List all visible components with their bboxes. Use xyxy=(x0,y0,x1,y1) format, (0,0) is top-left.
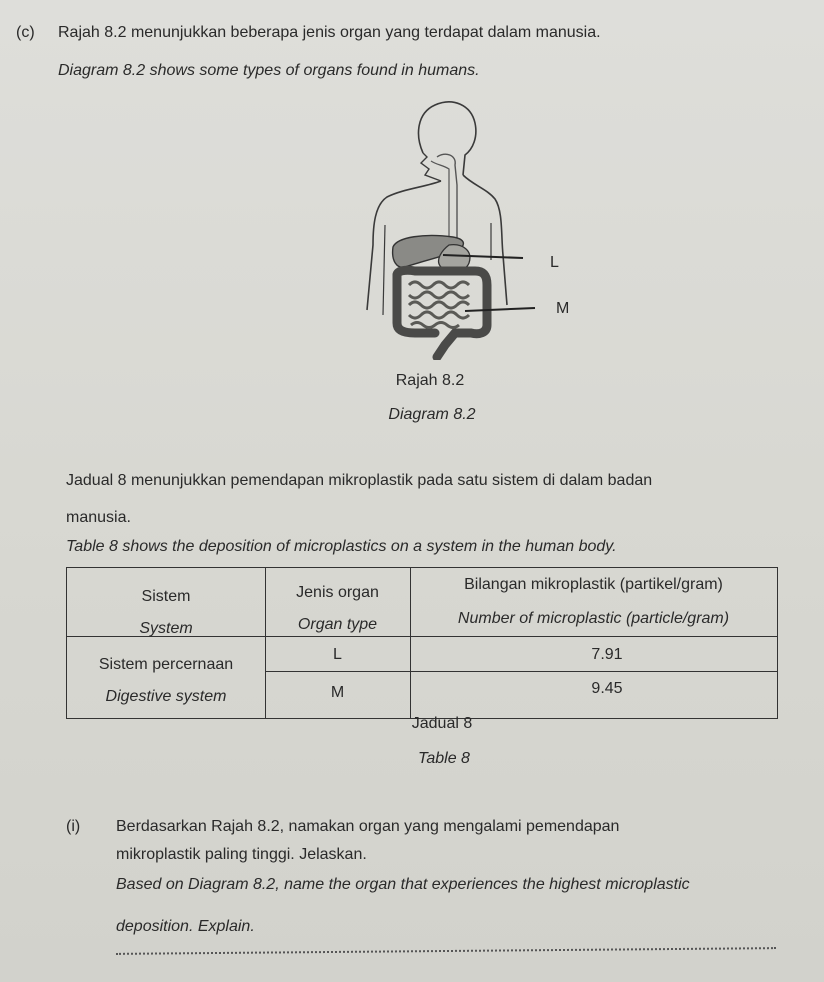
question-label: (c) xyxy=(16,24,35,41)
table-intro-malay-line2: manusia. xyxy=(66,509,131,526)
system-english-cell: Digestive system xyxy=(105,688,227,705)
subquestion-malay-line1: Berdasarkan Rajah 8.2, namakan organ yang mengalami pemendapan xyxy=(116,818,620,835)
table-caption-english: Table 8 xyxy=(418,750,470,767)
diagram-label-m: M xyxy=(556,300,570,317)
header-system-malay: Sistem xyxy=(141,588,191,605)
question-text-malay: Rajah 8.2 menunjukkan beberapa jenis organ yang terdapat dalam manusia. xyxy=(58,24,601,41)
diagram-label-l: L xyxy=(550,254,559,271)
answer-line[interactable] xyxy=(116,947,776,955)
subquestion-label: (i) xyxy=(66,818,81,835)
table-intro-malay-line1: Jadual 8 menunjukkan pemendapan mikroplastik pada satu sistem di dalam badan xyxy=(66,472,653,489)
system-malay-cell: Sistem percernaan xyxy=(98,656,234,673)
table-intro-english: Table 8 shows the deposition of microplastics on a system in the human body. xyxy=(66,538,617,555)
subquestion-english-line1: Based on Diagram 8.2, name the organ that experiences the highest microplastic xyxy=(116,876,690,893)
header-organ-english: Organ type xyxy=(297,616,378,633)
subquestion-malay-line2: mikroplastik paling tinggi. Jelaskan. xyxy=(116,846,367,863)
digestive-system-diagram xyxy=(345,95,605,360)
question-text-english: Diagram 8.2 shows some types of organs found in humans. xyxy=(58,62,480,79)
diagram-caption-english: Diagram 8.2 xyxy=(388,406,476,423)
subquestion-english-line2: deposition. Explain. xyxy=(116,918,255,935)
header-system-english: System xyxy=(139,620,193,637)
value-cell-row2: 9.45 xyxy=(591,680,623,697)
organ-cell-row2: M xyxy=(330,684,345,701)
table-caption-malay: Jadual 8 xyxy=(411,715,473,732)
diagram-caption-malay: Rajah 8.2 xyxy=(395,372,465,389)
header-count-english: Number of microplastic (particle/gram) xyxy=(457,610,730,627)
header-organ-malay: Jenis organ xyxy=(296,584,379,601)
organ-cell-row1: L xyxy=(333,646,342,663)
header-count-malay: Bilangan mikroplastik (partikel/gram) xyxy=(464,576,723,593)
value-cell-row1: 7.91 xyxy=(591,646,623,663)
microplastic-table xyxy=(66,567,778,719)
